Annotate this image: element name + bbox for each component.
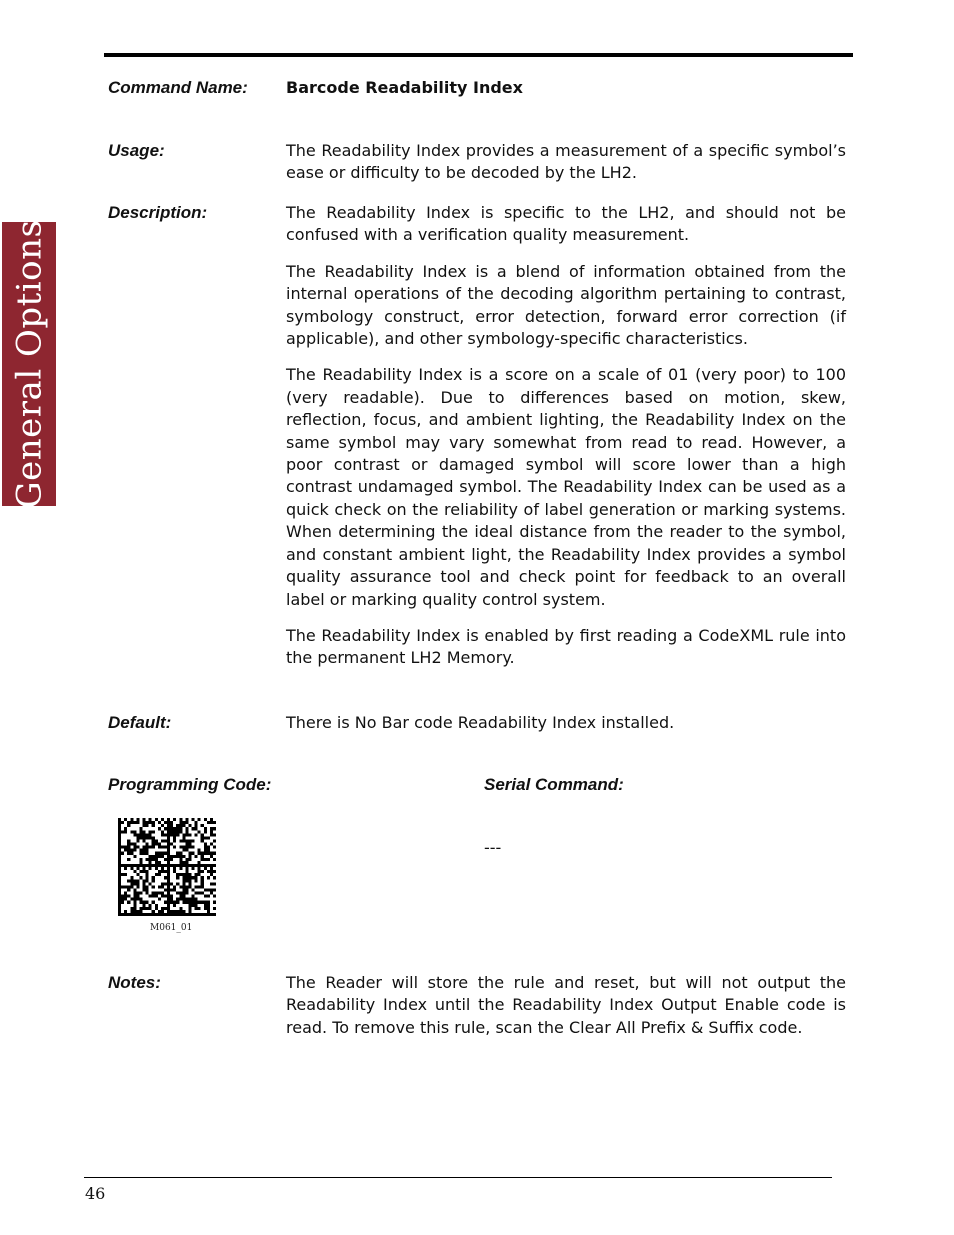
top-rule xyxy=(104,53,853,57)
notes-text xyxy=(286,972,846,1039)
notes-paragraph: The Reader will store the rule and reset, but will not output the Readability Index until the Readability Index Output Enable code is read. To remove this rule, scan the Clear All Prefix & Suffix code. xyxy=(286,973,846,1037)
description-paragraph-4: The Readability Index is enabled by first reading a CodeXML rule into the permanent LH2 Memory. xyxy=(286,625,846,668)
serial-command-value: --- xyxy=(484,838,502,857)
description-paragraph-2: The Readability Index is a blend of information obtained from the internal operations of the decoding algorithm pertaining to contrast, symbology construct, error detection, forward error correction (if applicable), and other symbology-specific characteristics. xyxy=(286,261,846,349)
usage-text xyxy=(286,140,846,185)
page-number: 46 xyxy=(85,1184,106,1203)
default-label: Default: xyxy=(108,713,172,732)
bottom-rule xyxy=(84,1177,832,1178)
barcode-caption: M061_01 xyxy=(150,923,193,933)
datamatrix-barcode[interactable] xyxy=(118,818,216,916)
section-tab xyxy=(2,219,56,509)
programming-code-label: Programming Code: xyxy=(108,775,272,794)
serial-command-label: Serial Command: xyxy=(484,775,624,794)
command-name-label: Command Name: xyxy=(108,78,248,97)
usage-label: Usage: xyxy=(108,141,165,160)
notes-label: Notes: xyxy=(108,973,161,992)
default-paragraph: There is No Bar code Readability Index installed. xyxy=(286,713,675,732)
description-text xyxy=(286,202,846,670)
usage-paragraph: The Readability Index provides a measurement of a specific symbol’s ease or difficulty to be decoded by the LH2. xyxy=(286,141,846,183)
command-name-value: Barcode Readability Index xyxy=(286,78,523,97)
description-label: Description: xyxy=(108,203,208,222)
description-paragraph-1: The Readability Index is specific to the LH2, and should not be confused with a verification quality measurement. xyxy=(286,203,846,245)
description-paragraph-3: The Readability Index is a score on a scale of 01 (very poor) to 100 (very readable). Due to differences based on motion, skew, reflection, focus, and ambient lighting, the Readability Index on the same symbol may vary somewhat from read to read. However, a poor contrast or damaged symbol will score lower than a high contrast undamaged symbol. The Readability Index can be used as a quick check on the reliability of label generation or marking systems. When determining the ideal distance from the reader to the symbol, and constant ambient light, the Readability Index provides a symbol quality assurance tool and check point for feedback to an overall label or marking quality control system. xyxy=(286,365,846,609)
default-text xyxy=(286,712,846,734)
section-tab-label: General Options xyxy=(9,219,49,509)
